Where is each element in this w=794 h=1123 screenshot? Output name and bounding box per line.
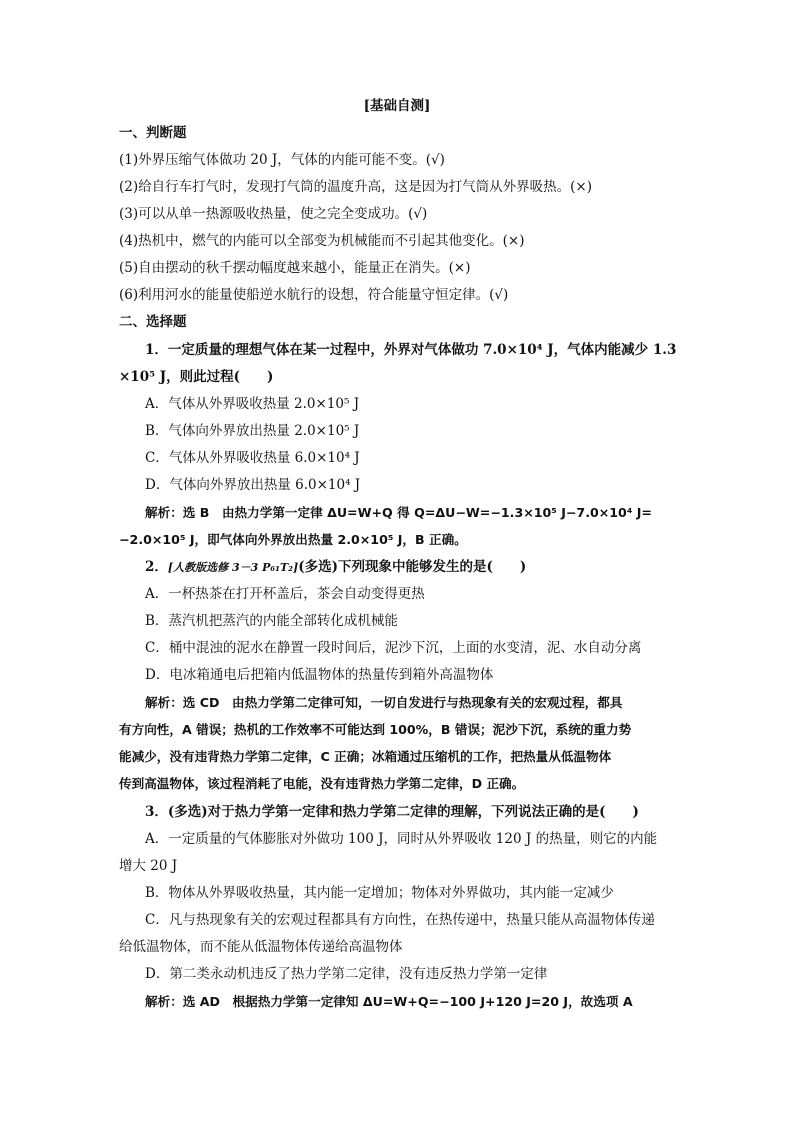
q1-option-b: B．气体向外界放出热量 2.0×10⁵ J xyxy=(145,423,360,439)
q3-option-d: D．第二类永动机违反了热力学第二定律，没有违反热力学第一定律 xyxy=(145,966,548,982)
q3-option-b: B．物体从外界吸收热量，其内能一定增加；物体对外界做功，其内能一定减少 xyxy=(145,885,614,901)
judgement-item: (4)热机中，燃气的内能可以全部变为机械能而不引起其他变化。(×) xyxy=(119,233,525,249)
q3-option-a-line2: 增大 20 J xyxy=(119,858,178,874)
q1-analysis-line2: −2.0×10⁵ J，即气体向外界放出热量 2.0×10⁵ J，B 正确。 xyxy=(119,532,467,547)
judgement-item: (1)外界压缩气体做功 20 J，气体的内能可能不变。(√) xyxy=(119,152,445,168)
q1-option-d: D．气体向外界放出热量 6.0×10⁴ J xyxy=(145,477,361,493)
judgement-item: (3)可以从单一热源吸收热量，使之完全变成功。(√) xyxy=(119,206,428,222)
q2-analysis-line2: 有方向性，A 错误；热机的工作效率不可能达到 100%，B 错误；泥沙下沉，系统的重力势 xyxy=(119,722,632,737)
section-header: [基础自测] xyxy=(363,98,431,114)
section-title-judgement: 一、判断题 xyxy=(119,125,187,141)
q1-stem-line1: 1．一定质量的理想气体在某一过程中，外界对气体做功 7.0×10⁴ J，气体内能减少 1.3 xyxy=(145,342,677,358)
q2-option-b: B．蒸汽机把蒸汽的内能全部转化成机械能 xyxy=(145,613,398,629)
judgement-item: (5)自由摆动的秋千摆动幅度越来越小，能量正在消失。(×) xyxy=(119,260,471,276)
judgement-item: (2)给自行车打气时，发现打气筒的温度升高，这是因为打气筒从外界吸热。(×) xyxy=(119,179,592,195)
q2-option-d: D．电冰箱通电后把箱内低温物体的热量传到箱外高温物体 xyxy=(145,667,494,683)
q2-source-tag: [人教版选修 3－3 P₆₁T₂] xyxy=(167,561,299,574)
q2-option-a: A．一杯热茶在打开杯盖后，茶会自动变得更热 xyxy=(145,586,425,602)
q3-stem: 3．(多选)对于热力学第一定律和热力学第二定律的理解，下列说法正确的是( ) xyxy=(145,804,639,820)
section-title-choice: 二、选择题 xyxy=(119,314,187,330)
q2-option-c: C．桶中混浊的泥水在静置一段时间后，泥沙下沉，上面的水变清，泥、水自动分离 xyxy=(145,640,642,656)
q3-analysis-line1: 解析：选 AD 根据热力学第一定律知 ΔU=W+Q=−100 J+120 J=20 J，故选项 A xyxy=(145,994,633,1009)
q1-analysis-line1: 解析：选 B 由热力学第一定律 ΔU=W+Q 得 Q=ΔU−W=−1.3×10⁵ J−7.0×10⁴ J= xyxy=(145,505,652,520)
q2-analysis-line1: 解析：选 CD 由热力学第二定律可知，一切自发进行与热现象有关的宏观过程，都具 xyxy=(145,695,623,710)
q3-option-a-line1: A．一定质量的气体膨胀对外做功 100 J，同时从外界吸收 120 J 的热量，则它的内能 xyxy=(145,831,658,847)
q1-option-c: C．气体从外界吸收热量 6.0×10⁴ J xyxy=(145,450,360,466)
q2-analysis-line4: 传到高温物体，该过程消耗了电能，没有违背热力学第二定律，D 正确。 xyxy=(119,776,525,791)
q3-option-c-line1: C．凡与热现象有关的宏观过程都具有方向性，在热传递中，热量只能从高温物体传递 xyxy=(145,912,655,928)
q1-stem-line2: ×10⁵ J，则此过程( ) xyxy=(119,369,274,385)
q2-analysis-line3: 能减少，没有违背热力学第二定律，C 正确；冰箱通过压缩机的工作，把热量从低温物体 xyxy=(119,749,612,764)
q3-option-c-line2: 给低温物体，而不能从低温物体传递给高温物体 xyxy=(119,939,403,955)
q1-option-a: A．气体从外界吸收热量 2.0×10⁵ J xyxy=(145,396,360,412)
judgement-item: (6)利用河水的能量使船逆水航行的设想，符合能量守恒定律。(√) xyxy=(119,287,509,303)
q2-stem-text: (多选)下列现象中能够发生的是( ) xyxy=(298,559,527,575)
q2-number: 2． xyxy=(145,559,168,575)
q2-stem xyxy=(145,557,526,578)
